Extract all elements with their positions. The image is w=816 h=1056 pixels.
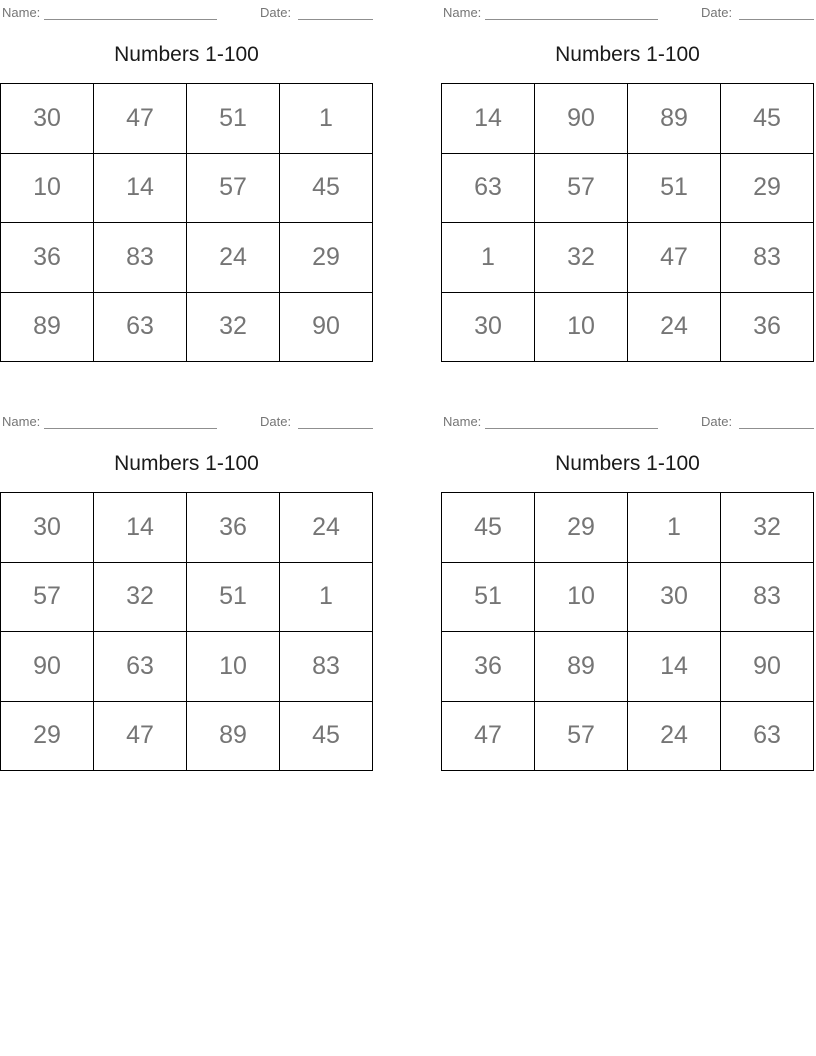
grid-cell: 51 [187, 84, 280, 154]
grid-cell: 30 [628, 562, 721, 632]
grid-row [442, 701, 814, 771]
grid-cell: 1 [628, 493, 721, 563]
worksheet-card-top-left [0, 0, 373, 363]
name-date-header [441, 4, 814, 22]
grid-cell: 24 [187, 223, 280, 293]
grid-cell: 32 [94, 562, 187, 632]
grid-cell: 47 [628, 223, 721, 293]
grid-cell: 89 [1, 292, 94, 362]
grid-cell: 89 [628, 84, 721, 154]
grid-row [1, 632, 373, 702]
grid-cell: 29 [280, 223, 373, 293]
card-title: Numbers 1-100 [555, 43, 700, 66]
grid-row [1, 562, 373, 632]
grid-cell: 90 [1, 632, 94, 702]
grid-cell: 10 [535, 562, 628, 632]
grid-cell: 57 [535, 153, 628, 223]
name-label: Name: [443, 414, 482, 429]
name-date-header [441, 413, 814, 431]
card-title: Numbers 1-100 [114, 43, 259, 66]
name-blank-line [485, 414, 658, 429]
grid-row [1, 153, 373, 223]
grid-cell: 51 [628, 153, 721, 223]
number-grid [441, 83, 814, 362]
date-blank-line [739, 5, 814, 20]
grid-cell: 47 [442, 701, 535, 771]
grid-cell: 36 [721, 292, 814, 362]
grid-cell: 47 [94, 84, 187, 154]
date-blank-line [298, 5, 373, 20]
name-date-header [0, 4, 373, 22]
worksheet-card-bottom-right [441, 409, 814, 772]
grid-cell: 10 [535, 292, 628, 362]
name-label: Name: [2, 414, 41, 429]
card-title: Numbers 1-100 [555, 452, 700, 475]
grid-cell: 14 [94, 153, 187, 223]
grid-cell: 24 [628, 701, 721, 771]
grid-row [442, 632, 814, 702]
grid-row [1, 84, 373, 154]
name-blank-line [44, 414, 217, 429]
name-date-header [0, 413, 373, 431]
grid-cell: 45 [442, 493, 535, 563]
name-blank-line [485, 5, 658, 20]
name-label: Name: [443, 5, 482, 20]
worksheet-card-bottom-left [0, 409, 373, 772]
grid-cell: 51 [442, 562, 535, 632]
grid-cell: 36 [187, 493, 280, 563]
grid-cell: 1 [442, 223, 535, 293]
grid-cell: 83 [280, 632, 373, 702]
grid-cell: 14 [442, 84, 535, 154]
grid-cell: 45 [721, 84, 814, 154]
grid-cell: 24 [280, 493, 373, 563]
grid-cell: 63 [721, 701, 814, 771]
grid-row [442, 84, 814, 154]
grid-row [1, 701, 373, 771]
grid-row [442, 562, 814, 632]
grid-cell: 14 [628, 632, 721, 702]
date-label: Date: [260, 414, 292, 429]
name-blank-line [44, 5, 217, 20]
grid-row [1, 223, 373, 293]
date-blank-line [739, 414, 814, 429]
grid-cell: 36 [1, 223, 94, 293]
grid-cell: 1 [280, 84, 373, 154]
grid-cell: 47 [94, 701, 187, 771]
grid-row [442, 292, 814, 362]
grid-cell: 83 [94, 223, 187, 293]
grid-cell: 32 [721, 493, 814, 563]
date-blank-line [298, 414, 373, 429]
grid-cell: 83 [721, 562, 814, 632]
grid-cell: 24 [628, 292, 721, 362]
worksheet-card-top-right [441, 0, 814, 363]
grid-cell: 14 [94, 493, 187, 563]
grid-cell: 30 [1, 84, 94, 154]
grid-cell: 57 [187, 153, 280, 223]
grid-cell: 63 [94, 292, 187, 362]
card-title: Numbers 1-100 [114, 452, 259, 475]
grid-cell: 1 [280, 562, 373, 632]
grid-cell: 29 [535, 493, 628, 563]
grid-cell: 10 [187, 632, 280, 702]
date-label: Date: [701, 5, 733, 20]
grid-row [442, 493, 814, 563]
date-label: Date: [260, 5, 292, 20]
grid-cell: 10 [1, 153, 94, 223]
grid-cell: 29 [721, 153, 814, 223]
number-grid [0, 83, 373, 362]
grid-cell: 45 [280, 701, 373, 771]
grid-row [442, 153, 814, 223]
grid-cell: 32 [535, 223, 628, 293]
grid-row [1, 493, 373, 563]
grid-cell: 57 [1, 562, 94, 632]
grid-cell: 90 [535, 84, 628, 154]
grid-cell: 51 [187, 562, 280, 632]
grid-cell: 90 [280, 292, 373, 362]
name-label: Name: [2, 5, 41, 20]
number-grid [0, 492, 373, 771]
grid-cell: 30 [1, 493, 94, 563]
grid-cell: 63 [94, 632, 187, 702]
date-label: Date: [701, 414, 733, 429]
grid-cell: 89 [535, 632, 628, 702]
grid-cell: 30 [442, 292, 535, 362]
grid-cell: 45 [280, 153, 373, 223]
grid-cell: 90 [721, 632, 814, 702]
grid-cell: 57 [535, 701, 628, 771]
grid-cell: 36 [442, 632, 535, 702]
grid-cell: 83 [721, 223, 814, 293]
grid-row [442, 223, 814, 293]
grid-cell: 63 [442, 153, 535, 223]
grid-cell: 32 [187, 292, 280, 362]
grid-cell: 89 [187, 701, 280, 771]
number-grid [441, 492, 814, 771]
grid-cell: 29 [1, 701, 94, 771]
grid-row [1, 292, 373, 362]
